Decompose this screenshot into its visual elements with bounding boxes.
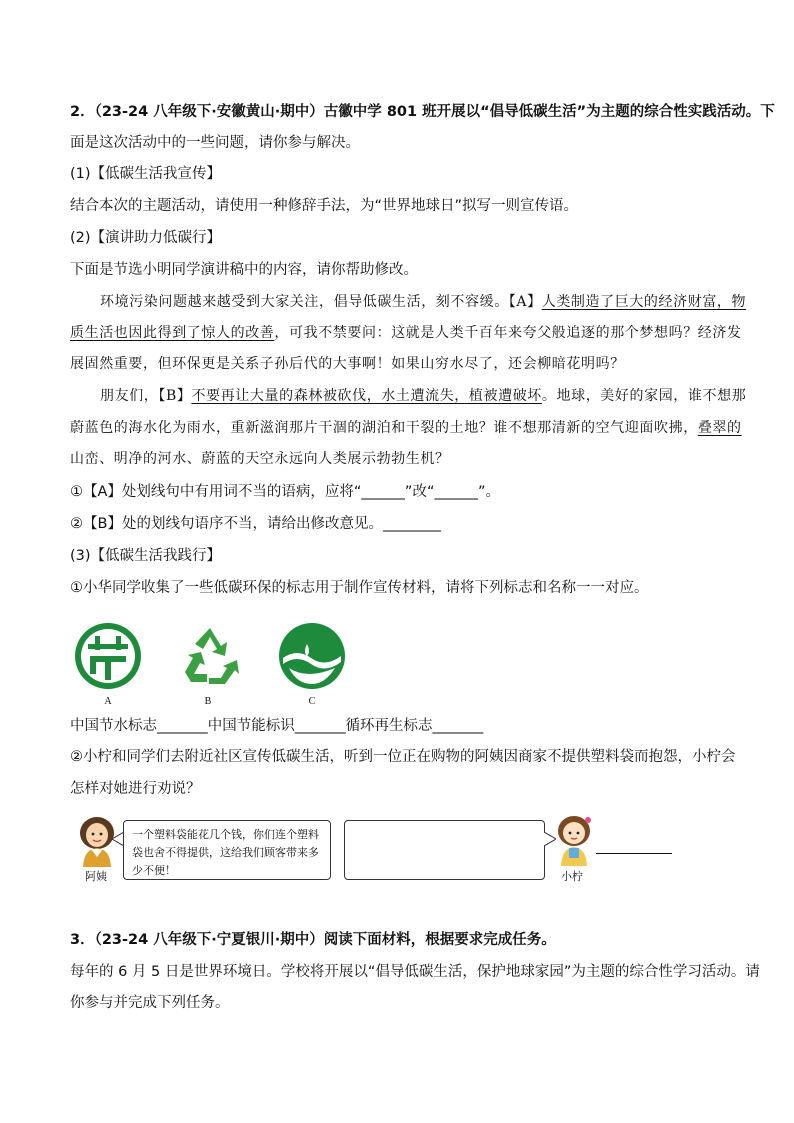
girl-label: 小柠 <box>561 870 583 883</box>
q3-line-2: 你参与并完成下列任务。 <box>70 995 230 1011</box>
logo-label-a: A <box>104 696 112 707</box>
speech-text: ，可我不禁要问：这就是人类千百年来夸父般追逐的那个梦想吗？经济发 <box>274 325 742 341</box>
answer-speech-box[interactable] <box>344 820 545 880</box>
logo-match-line: 中国节水标志_______中国节能标识_______循环再生标志_______ <box>70 718 484 734</box>
speech-text: 蔚蓝色的海水化为雨水，重新滋润那片干涸的湖泊和干裂的土地？谁不想那清新的空气迎面吹拂， <box>70 420 698 436</box>
q2-header: 2．（23-24 八年级下·安徽黄山·期中）古徽中学 801 班开展以“倡导低碳生活”为主题的综合性实践活动。下 <box>70 104 775 120</box>
energy-saving-logo <box>277 622 347 690</box>
speech-line-5 <box>70 417 742 439</box>
underlined-word: 叠翠的 <box>697 420 742 436</box>
water-saving-logo <box>73 622 143 690</box>
aunt-speech-bubble: 一个塑料袋能花几个钱，你们连个塑料袋也舍不得提供，这给我们顾客带来多少不便！ <box>123 820 331 880</box>
girl-avatar <box>552 812 596 866</box>
speech-line-2 <box>70 322 742 344</box>
underlined-sentence-b: 不要再让大量的森林被砍伐，水土遭流失，植被遭破坏 <box>191 388 542 404</box>
question-b: ②【B】处的划线句语序不当，请给出修改意见。________ <box>70 516 441 532</box>
part1-title: (1)【低碳生活我宣传】 <box>70 166 222 182</box>
recycle-icon <box>175 622 245 690</box>
speech-text: 环境污染问题越来越受到大家关注，倡导低碳生活，刻不容缓。【A】 <box>100 294 542 310</box>
underlined-sentence-a-cont: 质生活也因此得到了惊人的改善 <box>70 325 275 341</box>
logo-label-c: C <box>308 696 316 707</box>
underlined-sentence-a: 人类制造了巨大的经济财富，物 <box>541 294 747 310</box>
speech-line-3: 展固然重要，但环保更是关系子孙后代的大事啊！如果山穷水尽了，还会柳暗花明吗？ <box>70 356 625 372</box>
part3-question-2-cont: 怎样对她进行劝说？ <box>70 781 201 797</box>
speech-line-4 <box>100 385 747 407</box>
part3-question-2: ②小柠和同学们去附近社区宣传低碳生活，听到一位正在购物的阿姨因商家不提供塑料袋而抱怨，小柠会 <box>70 749 736 765</box>
q3-header: 3．（23-24 八年级下·宁夏银川·期中）阅读下面材料，根据要求完成任务。 <box>70 932 556 948</box>
part2-text: 下面是节选小明同学演讲稿中的内容，请你帮助修改。 <box>70 262 418 278</box>
speech-line-6: 山峦、明净的河水、蔚蓝的天空永远向人类展示勃勃生机？ <box>70 451 450 467</box>
part3-question-1: ①小华同学收集了一些低碳环保的标志用于制作宣传材料，请将下列标志和名称一一对应。 <box>70 580 649 596</box>
speech-text: 。地球，美好的家园，谁不想那 <box>541 388 747 404</box>
part1-text: 结合本次的主题活动，请使用一种修辞手法，为“世界地球日”拟写一则宣传语。 <box>70 198 579 214</box>
speech-line-1 <box>100 291 747 313</box>
question-a: ①【A】处划线句中有用词不当的语病，应将“______”改“______”。 <box>70 484 500 500</box>
part2-title: (2)【演讲助力低碳行】 <box>70 230 222 246</box>
part3-title: (3)【低碳生活我践行】 <box>70 548 222 564</box>
speech-text: 朋友们，【B】 <box>100 388 192 404</box>
q3-line-1: 每年的 6 月 5 日是世界环境日。学校将开展以“倡导低碳生活，保护地球家园”为主题的综合性学习活动。请 <box>70 964 760 980</box>
logo-label-b: B <box>204 696 212 707</box>
aunt-label: 阿姨 <box>85 870 107 883</box>
answer-blank-line[interactable] <box>596 853 672 854</box>
q2-header-cont: 面是这次活动中的一些问题，请你参与解决。 <box>70 135 360 151</box>
